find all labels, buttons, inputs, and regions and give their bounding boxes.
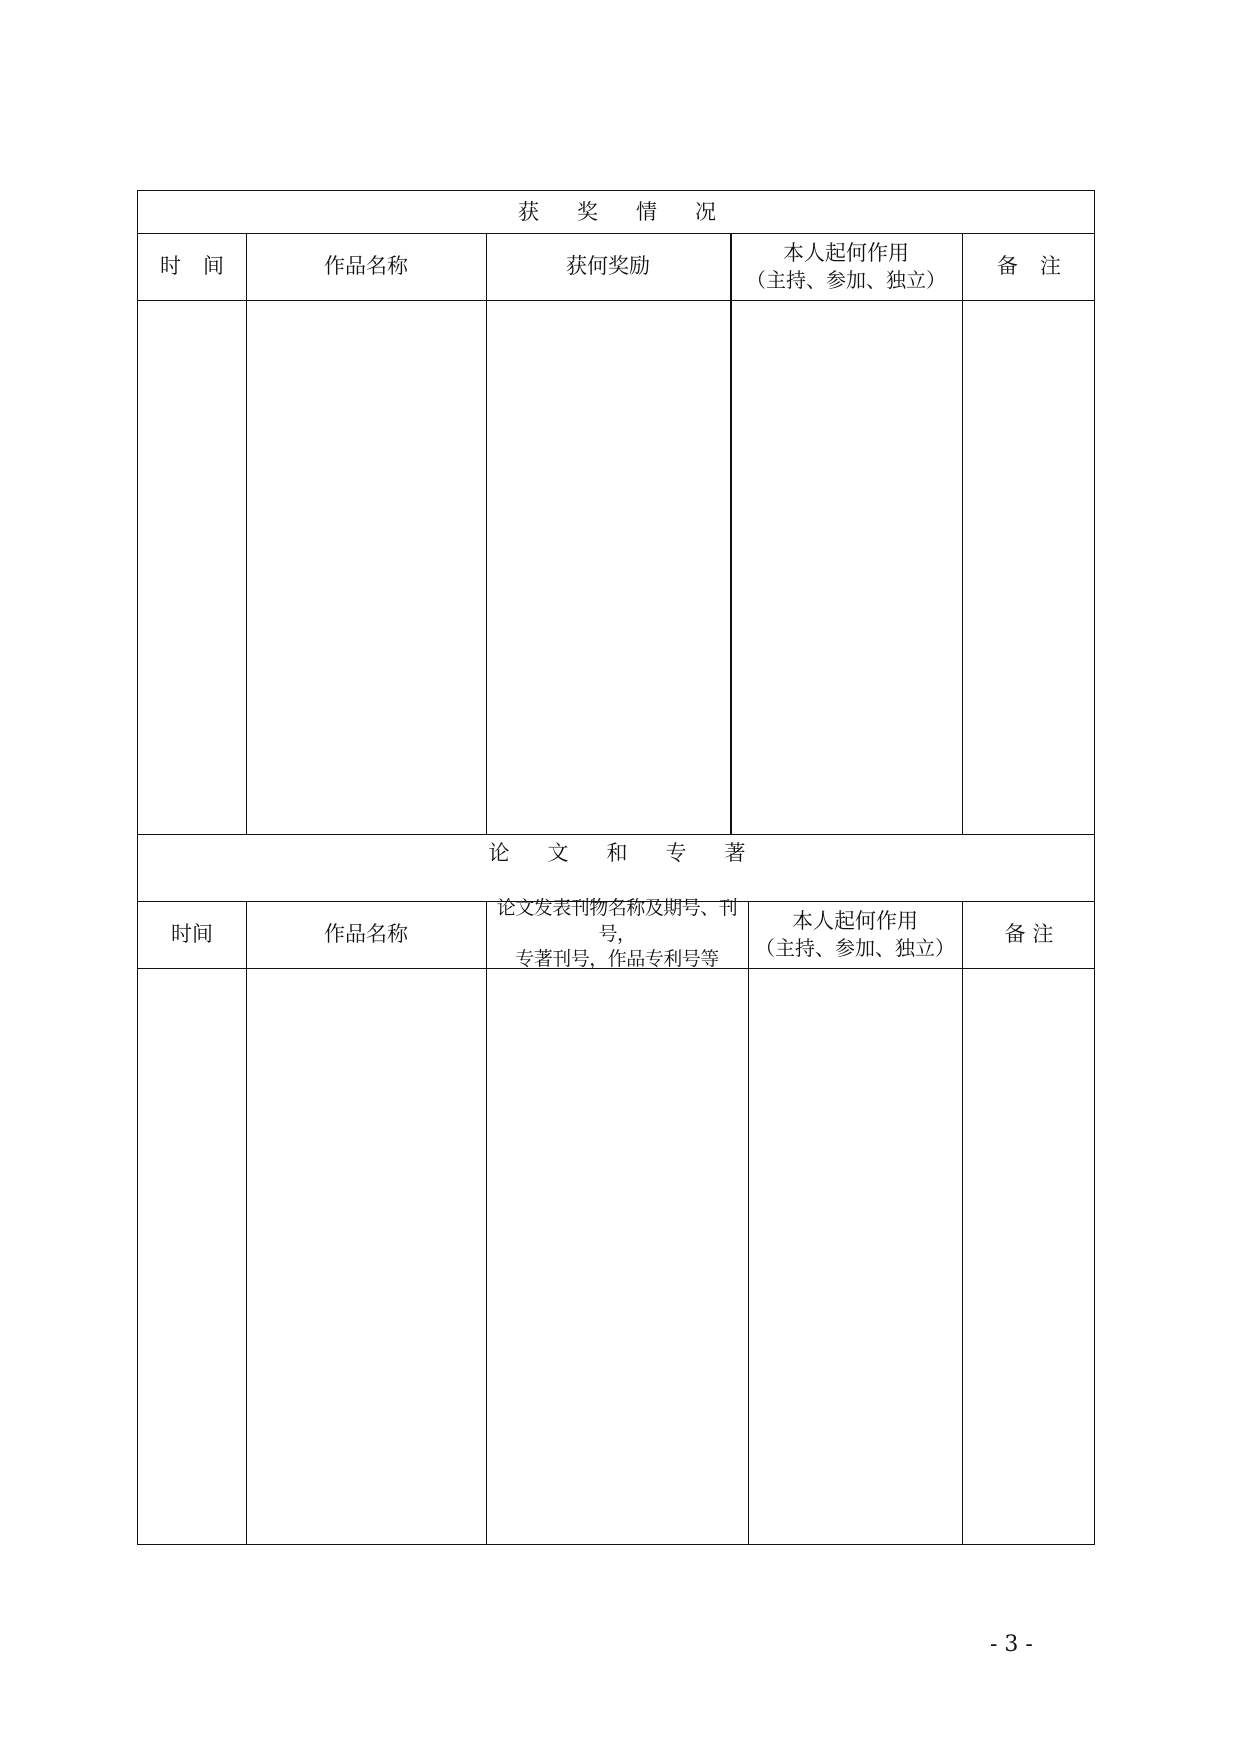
divider xyxy=(246,901,247,1544)
divider xyxy=(486,233,487,834)
awards-section-title: 获奖情况 xyxy=(518,199,754,224)
papers-role-label: 本人起何作用 xyxy=(792,908,918,933)
awards-header-role xyxy=(730,233,962,300)
divider xyxy=(748,901,749,1544)
awards-header-note: 备注 xyxy=(997,254,1083,279)
awards-header-work-name: 作品名称 xyxy=(324,254,408,279)
awards-role-label: 本人起何作用 xyxy=(783,240,909,265)
papers-header-role xyxy=(748,901,962,968)
papers-header-note: 备 注 xyxy=(1004,922,1054,947)
divider xyxy=(962,233,963,834)
papers-header-time: 时间 xyxy=(171,922,213,947)
divider xyxy=(486,901,487,1544)
awards-header-award: 获何奖励 xyxy=(566,254,650,279)
papers-header-work-name: 作品名称 xyxy=(324,922,408,947)
divider xyxy=(246,233,247,834)
publication-line-2: 专著刊号，作品专利号等 xyxy=(515,948,719,971)
divider xyxy=(138,968,1094,969)
papers-header-publication xyxy=(486,897,748,971)
papers-section-title: 论文和专著 xyxy=(488,840,784,865)
awards-header-time: 时间 xyxy=(160,254,246,279)
divider xyxy=(962,901,963,1544)
awards-role-sub: （主持、参加、独立） xyxy=(746,268,946,293)
page-number: - 3 - xyxy=(990,1632,1033,1657)
divider xyxy=(138,300,1094,301)
publication-line-1: 论文发表刊物名称及期号、刊号， xyxy=(496,897,738,945)
divider xyxy=(730,233,732,834)
form-table xyxy=(137,190,1095,1545)
papers-role-sub: （主持、参加、独立） xyxy=(755,936,955,961)
